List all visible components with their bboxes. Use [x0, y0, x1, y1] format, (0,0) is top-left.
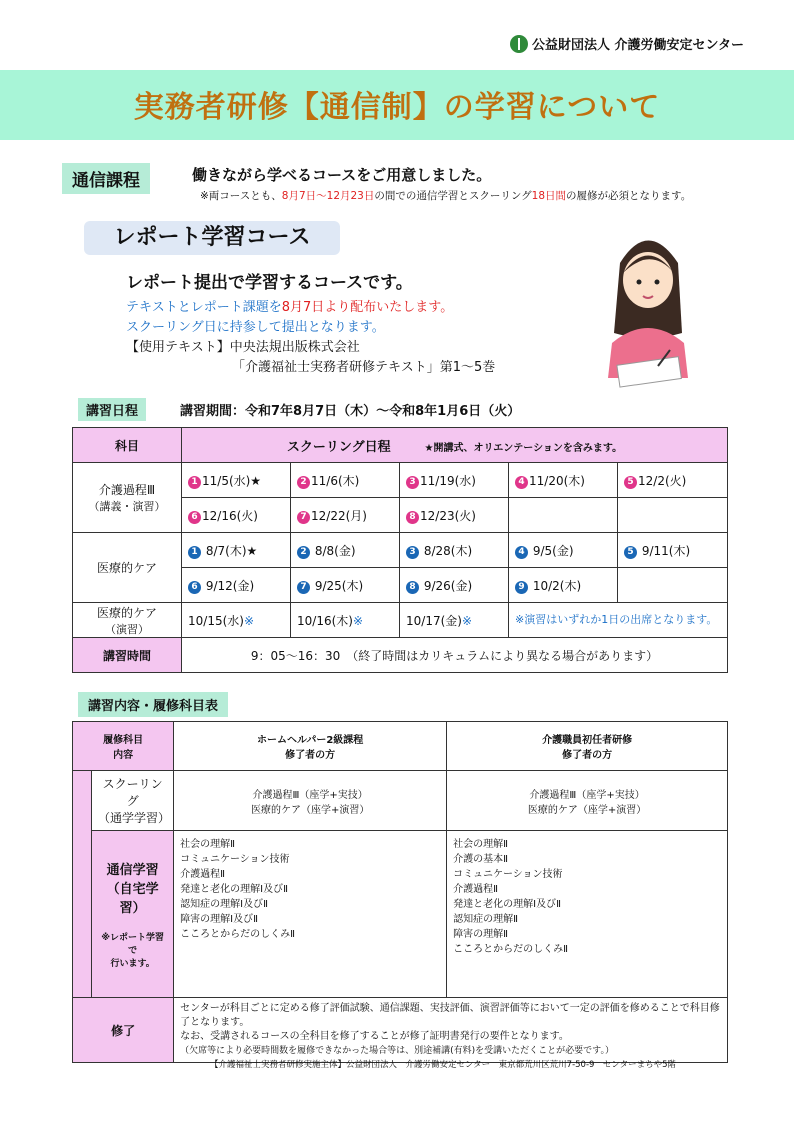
kaigo-date-2: [291, 463, 400, 498]
enshu-subject-sub: （演習）: [105, 622, 149, 636]
corner-label-2: 内容: [113, 750, 134, 761]
date-text: 11/20(木): [529, 473, 585, 488]
enshu-mark: ※: [461, 613, 473, 628]
badge-1: 1: [188, 546, 201, 559]
row-schooling: [92, 771, 174, 831]
badge-3: 3: [406, 476, 419, 489]
badge-4: 4: [515, 546, 528, 559]
schooling-helper: [174, 771, 447, 831]
content-table: [72, 721, 728, 1063]
hours-label: 講習時間: [73, 638, 182, 673]
course-tag: 通信課程: [62, 163, 150, 194]
enshu-mark: ※: [352, 613, 364, 628]
corner-header: [73, 722, 174, 771]
row-shuryo: 修了: [73, 998, 174, 1063]
list-item: こころとからだのしくみⅡ: [453, 944, 569, 955]
iryo-date-3: [400, 533, 509, 568]
list-item: 障害の理解Ⅱ: [453, 929, 509, 940]
list-item: こころとからだのしくみⅡ: [180, 929, 296, 940]
col-shoninsha-1: 介護職員初任者研修: [542, 735, 633, 746]
schedule-period: 講習期間：令和7年8月7日（木）～令和8年1月6日（火）: [180, 404, 521, 419]
date-text: 12/22(月): [311, 508, 367, 523]
col-helper-2: 修了者の方: [285, 750, 336, 761]
iryo-date-7: [291, 568, 400, 603]
date-text: 10/17(金): [406, 613, 462, 628]
iryo-date-8: [400, 568, 509, 603]
enshu-date-1: [182, 603, 291, 638]
report-line1-date: 8月7日より配布いたします。: [281, 300, 454, 315]
schooling-label-2: （通学学習）: [98, 811, 171, 825]
kaigo-date-4: [509, 463, 618, 498]
list-item: 発達と老化の理解Ⅰ及びⅡ: [180, 884, 289, 895]
list-item: 社会の理解Ⅱ: [180, 839, 236, 850]
badge-6: 6: [188, 511, 201, 524]
course-note-b: の間での通信学習とスクーリング: [374, 190, 532, 202]
schooling-shoninsha: [447, 771, 728, 831]
tsushin-helper: [174, 831, 447, 998]
kaigo-date-8: [400, 498, 509, 533]
iryo-date-1: [182, 533, 291, 568]
col-helper: [174, 722, 447, 771]
org-logo-icon: [510, 35, 528, 53]
org-name: 公益財団法人 介護労働安定センター: [532, 38, 745, 53]
col-schooling: [182, 428, 728, 463]
date-text: 9/25(木): [314, 578, 364, 593]
enshu-note: ※演習はいずれか1日の出席となります。: [509, 603, 728, 638]
kaigo-date-7: [291, 498, 400, 533]
col-schooling-label: スクーリング日程: [286, 439, 391, 455]
date-text: 8/7(木)★: [205, 543, 258, 558]
course-note-a: ※両コースとも、: [200, 190, 282, 202]
kaigo-subject-sub: （講義・演習）: [88, 500, 166, 513]
schedule-table: [72, 427, 728, 673]
content-tag: 講習内容・履修科目表: [78, 692, 228, 717]
date-text: 9/12(金): [205, 578, 255, 593]
col-shoninsha-2: 修了者の方: [562, 750, 613, 761]
studying-woman-illustration: [598, 218, 698, 388]
badge-7: 7: [297, 511, 310, 524]
badge-1: 1: [188, 476, 201, 489]
page-title: 実務者研修【通信制】の学習について: [133, 90, 661, 125]
tsushin-note-1: ※レポート学習で: [101, 933, 164, 956]
schooling-item: 医療的ケア（座学+演習）: [527, 804, 647, 816]
badge-3: 3: [406, 546, 419, 559]
col-shoninsha: [447, 722, 728, 771]
tsushin-note-2: 行います。: [110, 959, 155, 969]
iryo-date-6: [182, 568, 291, 603]
pink-side: [73, 771, 92, 998]
date-text: 11/19(水): [420, 473, 476, 488]
course-note-days: 18日間: [531, 190, 567, 202]
list-item: 認知症の理解Ⅰ及びⅡ: [180, 899, 269, 910]
report-text1: 【使用テキスト】中央法規出版株式会社: [126, 340, 360, 355]
iryo-date-5: [618, 533, 728, 568]
col-helper-1: ホームヘルパー2級課程: [257, 735, 364, 746]
date-text: 10/15(水): [188, 613, 244, 628]
enshu-date-3: [400, 603, 509, 638]
empty-cell: [618, 568, 728, 603]
enshu-mark: ※: [243, 613, 255, 628]
corner-label-1: 履修科目: [103, 735, 144, 746]
date-text: 9/11(木): [641, 543, 691, 558]
footer: 【介護福祉士実務者研修実施主体】公益財団法人 介護労働安定センター 東京都荒川区荒川7-50-9 センターまちや5階: [210, 1060, 676, 1070]
kaigo-date-1: [182, 463, 291, 498]
schooling-label-1: スクーリング: [102, 777, 163, 808]
report-course-tag: レポート学習コース: [84, 221, 340, 255]
badge-9: 9: [515, 581, 528, 594]
kaigo-date-6: [182, 498, 291, 533]
org-logo: [510, 34, 744, 53]
list-item: 介護の基本Ⅱ: [453, 854, 509, 865]
row-kaigo-subject: [73, 463, 182, 533]
badge-4: 4: [515, 476, 528, 489]
tsushin-label-1: 通信学習: [106, 863, 159, 878]
date-text: 9/26(金): [423, 578, 473, 593]
date-text: 11/5(水)★: [202, 473, 262, 488]
list-item: コミュニケーション技術: [180, 854, 290, 865]
iryo-date-9: [509, 568, 618, 603]
schooling-item: 医療的ケア（座学+演習）: [250, 804, 370, 816]
row-tsushin: [92, 831, 174, 998]
tsushin-label-2: （自宅学習）: [106, 882, 159, 916]
enshu-date-2: [291, 603, 400, 638]
badge-2: 2: [297, 476, 310, 489]
shuryo-line-1: センターが科目ごとに定める修了評価試験、通信課題、実技評価、演習評価等において一定の評価を修めることで科目修了となります。: [180, 1003, 720, 1028]
date-text: 12/16(火): [202, 508, 258, 523]
report-line1-a: テキストとレポート課題を: [126, 300, 282, 315]
badge-2: 2: [297, 546, 310, 559]
badge-8: 8: [406, 581, 419, 594]
empty-cell: [618, 498, 728, 533]
course-headline: 働きながら学べるコースをご用意しました。: [192, 166, 492, 184]
kaigo-date-5: [618, 463, 728, 498]
schooling-item: 介護過程Ⅲ（座学+実技）: [252, 789, 368, 801]
list-item: 認知症の理解Ⅱ: [453, 914, 519, 925]
hours-value: 9：05～16：30 （終了時間はカリキュラムにより異なる場合があります）: [182, 638, 728, 673]
iryo-date-4: [509, 533, 618, 568]
date-text: 12/2(火): [638, 473, 687, 488]
list-item: 障害の理解Ⅰ及びⅡ: [180, 914, 259, 925]
col-schooling-note: ★開講式、オリエンテーションを含みます。: [424, 442, 623, 454]
report-line1: [126, 296, 453, 315]
list-item: 介護過程Ⅱ: [180, 869, 226, 880]
course-note-period: 8月7日～12月23日: [281, 190, 375, 202]
list-item: 発達と老化の理解Ⅰ及びⅡ: [453, 899, 562, 910]
course-note-c: の履修が必須となります。: [566, 190, 692, 202]
badge-6: 6: [188, 581, 201, 594]
empty-cell: [509, 498, 618, 533]
tsushin-shoninsha: [447, 831, 728, 998]
badge-5: 5: [624, 476, 637, 489]
badge-5: 5: [624, 546, 637, 559]
schooling-item: 介護過程Ⅲ（座学+実技）: [529, 789, 645, 801]
shuryo-text: [174, 998, 728, 1063]
badge-8: 8: [406, 511, 419, 524]
kaigo-date-3: [400, 463, 509, 498]
badge-7: 7: [297, 581, 310, 594]
list-item: コミュニケーション技術: [453, 869, 563, 880]
shuryo-line-3: （欠席等により必要時間数を履修できなかった場合等は、別途補講(有料)を受講いただくことが必要です。）: [180, 1046, 614, 1056]
date-text: 12/23(火): [420, 508, 476, 523]
report-text2: 「介護福祉士実務者研修テキスト」第1～5巻: [232, 360, 496, 375]
date-text: 8/28(木): [423, 543, 473, 558]
enshu-subject: 医療的ケア: [96, 605, 157, 620]
row-enshu-subject: [73, 603, 182, 638]
row-iryo-subject: 医療的ケア: [73, 533, 182, 603]
list-item: 介護過程Ⅱ: [453, 884, 499, 895]
kaigo-subject: 介護過程Ⅲ: [98, 483, 156, 497]
date-text: 10/16(木): [297, 613, 353, 628]
list-item: 社会の理解Ⅱ: [453, 839, 509, 850]
date-text: 11/6(木): [311, 473, 360, 488]
iryo-date-2: [291, 533, 400, 568]
date-text: 8/8(金): [314, 543, 356, 558]
col-subject: 科目: [73, 428, 182, 463]
date-text: 9/5(金): [532, 543, 574, 558]
schedule-tag: 講習日程: [78, 398, 146, 421]
course-note: [200, 188, 691, 203]
date-text: 10/2(木): [532, 578, 582, 593]
report-line2: スクーリング日に持参して提出となります。: [126, 320, 385, 335]
shuryo-line-2: なお、受講されるコースの全科目を修了することが修了証明書発行の要件となります。: [180, 1031, 569, 1042]
report-headline: レポート提出で学習するコースです。: [126, 273, 413, 293]
